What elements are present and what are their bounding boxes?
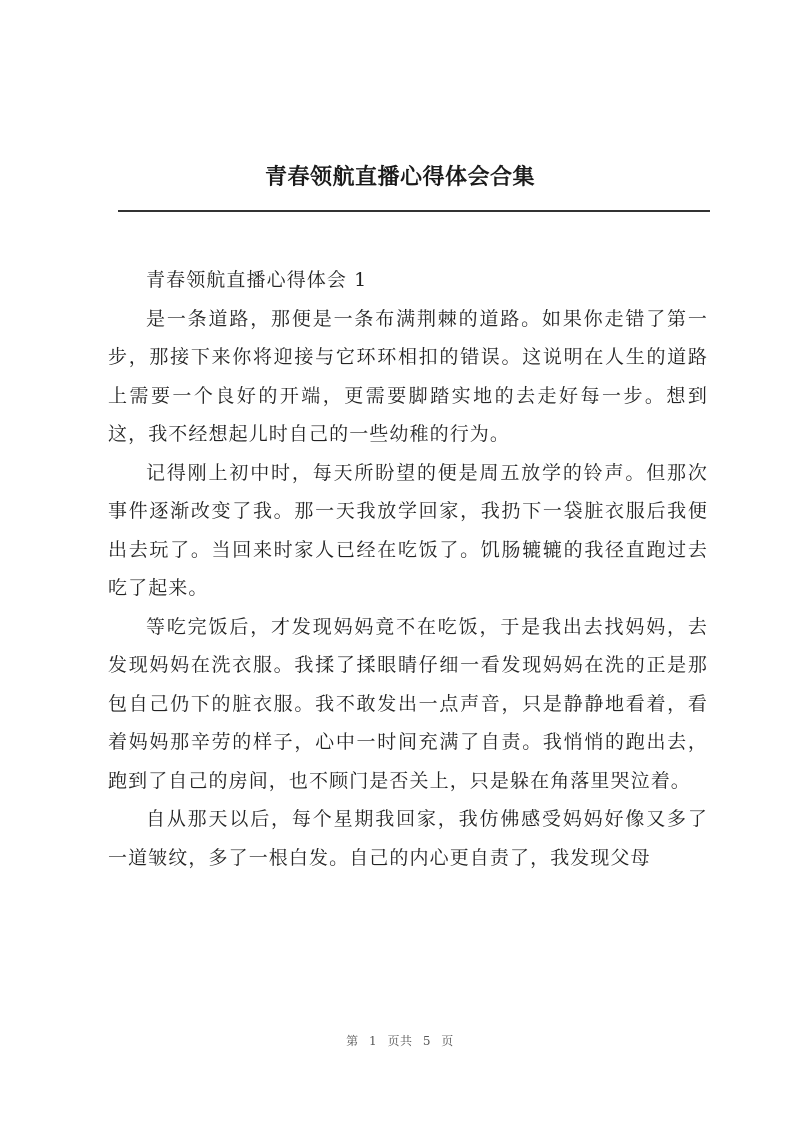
paragraph-2: 记得刚上初中时，每天所盼望的便是周五放学的铃声。但那次事件逐渐改变了我。那一天我放学回家，我扔下一袋脏衣服后我便出去玩了。当回来时家人已经在吃饭了。饥肠辘辘的我径直跑过去吃了起来。 [108, 461, 708, 599]
footer-page-suffix: 页 [441, 1034, 454, 1048]
document-title: 青春领航直播心得体会合集 [264, 164, 535, 190]
page-footer [0, 1032, 800, 1049]
document-body [108, 261, 708, 877]
paragraph-1: 是一条道路，那便是一条布满荆棘的道路。如果你走错了第一步，那接下来你将迎接与它环环相扣的错误。这说明在人生的道路上需要一个良好的开端，更需要脚踏实地的去走好每一步。想到这，我不经想起儿时自己的一些幼稚的行为。 [108, 307, 708, 445]
footer-page-mid: 页共 [387, 1034, 413, 1048]
title-divider [118, 210, 710, 212]
paragraph-4: 自从那天以后，每个星期我回家，我仿佛感受妈妈好像又多了一道皱纹，多了一根白发。自己的内心更自责了，我发现父母 [108, 808, 708, 869]
section-heading: 青春领航直播心得体会 1 [146, 269, 368, 291]
paragraph-3: 等吃完饭后，才发现妈妈竟不在吃饭，于是我出去找妈妈，去发现妈妈在洗衣服。我揉了揉眼睛仔细一看发现妈妈在洗的正是那包自己仍下的脏衣服。我不敢发出一点声音，只是静静地看着，看着妈妈那辛劳的样子，心中一时间充满了自责。我悄悄的跑出去，跑到了自己的房间，也不顾门是否关上，只是躲在角落里哭泣着。 [108, 615, 708, 792]
footer-total-pages: 5 [422, 1034, 431, 1048]
footer-page-prefix: 第 [346, 1034, 359, 1048]
footer-current-page: 1 [369, 1034, 378, 1048]
